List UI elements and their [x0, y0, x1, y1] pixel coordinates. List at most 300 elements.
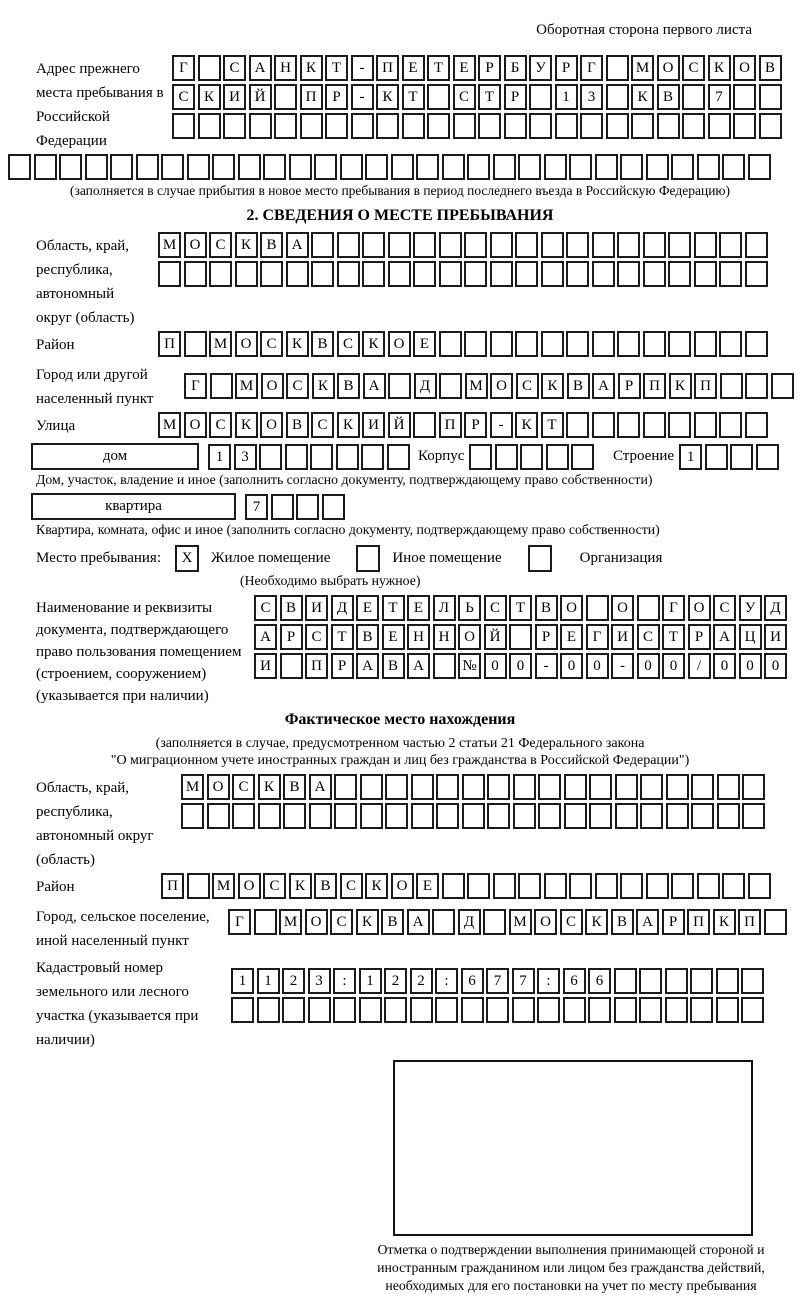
form-cell[interactable]: Г [184, 373, 207, 399]
form-cell[interactable] [595, 154, 618, 180]
form-cell[interactable] [436, 803, 459, 829]
form-cell[interactable]: - [611, 653, 634, 679]
form-cell[interactable] [387, 444, 410, 470]
form-cell[interactable] [589, 803, 612, 829]
form-cell[interactable] [439, 373, 462, 399]
form-cell[interactable]: Р [478, 55, 501, 81]
form-cell[interactable] [467, 873, 490, 899]
form-cell[interactable]: Д [458, 909, 481, 935]
form-cell[interactable]: 2 [282, 968, 305, 994]
form-cell[interactable] [391, 154, 414, 180]
form-cell[interactable]: А [713, 624, 736, 650]
form-cell[interactable]: Е [413, 331, 436, 357]
form-cell[interactable]: О [260, 412, 283, 438]
form-cell[interactable]: 6 [588, 968, 611, 994]
form-cell[interactable]: А [363, 373, 386, 399]
form-cell[interactable]: В [356, 624, 379, 650]
form-cell[interactable] [719, 331, 742, 357]
form-cell[interactable]: - [490, 412, 513, 438]
form-cell[interactable] [34, 154, 57, 180]
form-cell[interactable] [413, 412, 436, 438]
form-cell[interactable] [518, 154, 541, 180]
form-cell[interactable] [741, 968, 764, 994]
form-cell[interactable]: 0 [586, 653, 609, 679]
form-cell[interactable] [538, 803, 561, 829]
form-cell[interactable]: П [158, 331, 181, 357]
form-cell[interactable] [493, 154, 516, 180]
form-cell[interactable] [606, 84, 629, 110]
form-cell[interactable] [280, 653, 303, 679]
form-cell[interactable] [310, 444, 333, 470]
form-cell[interactable] [360, 774, 383, 800]
form-cell[interactable]: М [235, 373, 258, 399]
form-cell[interactable]: М [631, 55, 654, 81]
form-cell[interactable] [515, 232, 538, 258]
form-cell[interactable]: А [407, 909, 430, 935]
form-cell[interactable] [569, 873, 592, 899]
form-cell[interactable]: А [309, 774, 332, 800]
form-cell[interactable]: Ц [739, 624, 762, 650]
form-cell[interactable]: К [708, 55, 731, 81]
form-cell[interactable] [722, 154, 745, 180]
form-cell[interactable] [586, 595, 609, 621]
form-cell[interactable] [274, 84, 297, 110]
form-cell[interactable]: С [516, 373, 539, 399]
form-cell[interactable] [694, 232, 717, 258]
form-cell[interactable]: / [688, 653, 711, 679]
form-cell[interactable]: О [305, 909, 328, 935]
form-cell[interactable] [544, 873, 567, 899]
form-cell[interactable]: К [631, 84, 654, 110]
form-cell[interactable] [258, 803, 281, 829]
form-cell[interactable]: А [592, 373, 615, 399]
form-cell[interactable]: : [333, 968, 356, 994]
form-cell[interactable]: Р [325, 84, 348, 110]
form-cell[interactable]: С [286, 373, 309, 399]
form-cell[interactable] [439, 261, 462, 287]
form-cell[interactable] [223, 113, 246, 139]
form-cell[interactable] [571, 444, 594, 470]
form-cell[interactable] [286, 261, 309, 287]
form-cell[interactable] [442, 154, 465, 180]
form-cell[interactable]: : [435, 968, 458, 994]
form-cell[interactable] [334, 803, 357, 829]
form-cell[interactable]: : [537, 968, 560, 994]
form-cell[interactable] [314, 154, 337, 180]
form-cell[interactable] [666, 774, 689, 800]
form-cell[interactable]: Е [407, 595, 430, 621]
form-cell[interactable] [592, 232, 615, 258]
form-cell[interactable]: Д [331, 595, 354, 621]
form-cell[interactable] [231, 997, 254, 1023]
form-cell[interactable] [212, 154, 235, 180]
form-cell[interactable]: Д [414, 373, 437, 399]
form-cell[interactable]: Р [331, 653, 354, 679]
form-cell[interactable]: 0 [662, 653, 685, 679]
form-cell[interactable]: Т [662, 624, 685, 650]
form-cell[interactable]: О [388, 331, 411, 357]
form-cell[interactable] [184, 331, 207, 357]
form-cell[interactable] [515, 261, 538, 287]
form-cell[interactable] [235, 261, 258, 287]
form-cell[interactable] [385, 774, 408, 800]
form-cell[interactable] [435, 997, 458, 1023]
form-cell[interactable] [257, 997, 280, 1023]
form-cell[interactable]: 0 [764, 653, 787, 679]
form-cell[interactable]: С [232, 774, 255, 800]
form-cell[interactable] [207, 803, 230, 829]
form-cell[interactable]: С [330, 909, 353, 935]
form-cell[interactable] [722, 873, 745, 899]
form-cell[interactable] [469, 444, 492, 470]
form-cell[interactable]: Т [427, 55, 450, 81]
form-cell[interactable]: К [713, 909, 736, 935]
form-cell[interactable] [309, 803, 332, 829]
form-cell[interactable]: О [391, 873, 414, 899]
form-cell[interactable]: С [340, 873, 363, 899]
form-cell[interactable]: Р [618, 373, 641, 399]
form-cell[interactable] [617, 412, 640, 438]
form-cell[interactable] [385, 803, 408, 829]
form-cell[interactable]: В [657, 84, 680, 110]
form-cell[interactable]: Т [325, 55, 348, 81]
form-cell[interactable] [254, 909, 277, 935]
form-cell[interactable]: О [235, 331, 258, 357]
form-cell[interactable]: Е [416, 873, 439, 899]
form-cell[interactable]: Е [382, 624, 405, 650]
form-cell[interactable] [719, 261, 742, 287]
form-cell[interactable]: Р [688, 624, 711, 650]
form-cell[interactable] [566, 412, 589, 438]
form-cell[interactable] [283, 803, 306, 829]
form-cell[interactable]: - [351, 55, 374, 81]
form-cell[interactable]: С [223, 55, 246, 81]
form-cell[interactable]: П [376, 55, 399, 81]
form-cell[interactable] [365, 154, 388, 180]
form-cell[interactable] [538, 774, 561, 800]
form-cell[interactable]: Т [382, 595, 405, 621]
form-cell[interactable]: 6 [563, 968, 586, 994]
form-cell[interactable] [665, 968, 688, 994]
form-cell[interactable] [697, 873, 720, 899]
form-cell[interactable] [209, 261, 232, 287]
form-cell[interactable]: О [688, 595, 711, 621]
form-cell[interactable] [442, 873, 465, 899]
form-cell[interactable]: С [637, 624, 660, 650]
form-cell[interactable]: М [212, 873, 235, 899]
form-cell[interactable]: О [733, 55, 756, 81]
form-cell[interactable] [682, 84, 705, 110]
form-cell[interactable] [690, 997, 713, 1023]
inoe-checkbox[interactable] [356, 545, 380, 572]
form-cell[interactable] [541, 232, 564, 258]
form-cell[interactable] [515, 331, 538, 357]
form-cell[interactable]: В [260, 232, 283, 258]
form-cell[interactable]: О [657, 55, 680, 81]
form-cell[interactable] [439, 232, 462, 258]
form-cell[interactable] [453, 113, 476, 139]
form-cell[interactable]: Г [228, 909, 251, 935]
form-cell[interactable] [184, 261, 207, 287]
form-cell[interactable]: С [254, 595, 277, 621]
form-cell[interactable] [657, 113, 680, 139]
form-cell[interactable]: П [694, 373, 717, 399]
form-cell[interactable] [439, 331, 462, 357]
form-cell[interactable] [564, 803, 587, 829]
form-cell[interactable] [388, 373, 411, 399]
form-cell[interactable] [588, 997, 611, 1023]
form-cell[interactable] [263, 154, 286, 180]
form-cell[interactable] [697, 154, 720, 180]
form-cell[interactable]: К [541, 373, 564, 399]
form-cell[interactable]: В [283, 774, 306, 800]
form-cell[interactable]: Т [402, 84, 425, 110]
form-cell[interactable]: 0 [637, 653, 660, 679]
form-cell[interactable]: Г [580, 55, 603, 81]
form-cell[interactable]: А [407, 653, 430, 679]
form-cell[interactable] [564, 774, 587, 800]
form-cell[interactable]: 0 [484, 653, 507, 679]
form-cell[interactable] [694, 261, 717, 287]
form-cell[interactable]: М [509, 909, 532, 935]
form-cell[interactable] [340, 154, 363, 180]
form-cell[interactable] [259, 444, 282, 470]
form-cell[interactable]: 6 [461, 968, 484, 994]
form-cell[interactable] [260, 261, 283, 287]
form-cell[interactable]: М [158, 412, 181, 438]
form-cell[interactable]: О [458, 624, 481, 650]
form-cell[interactable] [595, 873, 618, 899]
form-cell[interactable]: Р [504, 84, 527, 110]
form-cell[interactable] [733, 84, 756, 110]
form-cell[interactable]: А [636, 909, 659, 935]
form-cell[interactable] [388, 261, 411, 287]
form-cell[interactable] [187, 873, 210, 899]
form-cell[interactable] [717, 803, 740, 829]
form-cell[interactable]: П [687, 909, 710, 935]
form-cell[interactable]: 7 [245, 494, 268, 520]
form-cell[interactable]: К [286, 331, 309, 357]
form-cell[interactable]: К [515, 412, 538, 438]
form-cell[interactable]: Р [555, 55, 578, 81]
form-cell[interactable]: М [279, 909, 302, 935]
form-cell[interactable]: В [382, 653, 405, 679]
form-cell[interactable] [436, 774, 459, 800]
form-cell[interactable] [606, 113, 629, 139]
form-cell[interactable]: О [261, 373, 284, 399]
form-cell[interactable]: 3 [234, 444, 257, 470]
form-cell[interactable] [161, 154, 184, 180]
form-cell[interactable]: Н [274, 55, 297, 81]
form-cell[interactable]: С [263, 873, 286, 899]
form-cell[interactable]: Г [586, 624, 609, 650]
form-cell[interactable] [666, 803, 689, 829]
form-cell[interactable]: О [207, 774, 230, 800]
form-cell[interactable]: Г [172, 55, 195, 81]
form-cell[interactable]: Л [433, 595, 456, 621]
form-cell[interactable] [495, 444, 518, 470]
form-cell[interactable] [311, 232, 334, 258]
form-cell[interactable]: 1 [359, 968, 382, 994]
form-cell[interactable] [592, 331, 615, 357]
form-cell[interactable]: В [567, 373, 590, 399]
form-cell[interactable] [483, 909, 506, 935]
form-cell[interactable]: М [181, 774, 204, 800]
form-cell[interactable]: К [362, 331, 385, 357]
form-cell[interactable]: 0 [713, 653, 736, 679]
form-cell[interactable]: 0 [509, 653, 532, 679]
form-cell[interactable] [546, 444, 569, 470]
form-cell[interactable]: С [337, 331, 360, 357]
form-cell[interactable] [410, 997, 433, 1023]
form-cell[interactable] [362, 232, 385, 258]
form-cell[interactable] [210, 373, 233, 399]
form-cell[interactable]: К [198, 84, 221, 110]
form-cell[interactable] [478, 113, 501, 139]
form-cell[interactable]: Р [662, 909, 685, 935]
form-cell[interactable] [541, 261, 564, 287]
form-cell[interactable] [643, 261, 666, 287]
form-cell[interactable]: Н [433, 624, 456, 650]
form-cell[interactable]: П [643, 373, 666, 399]
form-cell[interactable] [614, 997, 637, 1023]
form-cell[interactable]: 3 [580, 84, 603, 110]
form-cell[interactable]: М [209, 331, 232, 357]
form-cell[interactable]: Е [356, 595, 379, 621]
form-cell[interactable] [487, 774, 510, 800]
form-cell[interactable] [285, 444, 308, 470]
form-cell[interactable] [682, 113, 705, 139]
form-cell[interactable] [493, 873, 516, 899]
form-cell[interactable] [337, 261, 360, 287]
form-cell[interactable]: Т [541, 412, 564, 438]
form-cell[interactable]: М [465, 373, 488, 399]
form-cell[interactable] [643, 331, 666, 357]
form-cell[interactable]: О [611, 595, 634, 621]
form-cell[interactable]: С [209, 412, 232, 438]
form-cell[interactable] [274, 113, 297, 139]
form-cell[interactable]: В [535, 595, 558, 621]
form-cell[interactable] [694, 331, 717, 357]
form-cell[interactable] [717, 774, 740, 800]
form-cell[interactable] [59, 154, 82, 180]
form-cell[interactable] [490, 261, 513, 287]
form-cell[interactable] [569, 154, 592, 180]
form-cell[interactable] [742, 803, 765, 829]
form-cell[interactable] [300, 113, 323, 139]
form-cell[interactable] [85, 154, 108, 180]
form-cell[interactable] [708, 113, 731, 139]
form-cell[interactable]: С [311, 412, 334, 438]
form-cell[interactable] [361, 444, 384, 470]
form-cell[interactable] [639, 997, 662, 1023]
form-cell[interactable] [359, 997, 382, 1023]
form-cell[interactable]: О [238, 873, 261, 899]
form-cell[interactable] [764, 909, 787, 935]
form-cell[interactable] [745, 331, 768, 357]
form-cell[interactable] [748, 154, 771, 180]
form-cell[interactable]: 1 [231, 968, 254, 994]
form-cell[interactable] [592, 412, 615, 438]
form-cell[interactable]: Ь [458, 595, 481, 621]
form-cell[interactable]: 1 [208, 444, 231, 470]
form-cell[interactable] [756, 444, 779, 470]
form-cell[interactable] [566, 331, 589, 357]
form-cell[interactable]: П [738, 909, 761, 935]
form-cell[interactable] [745, 232, 768, 258]
form-cell[interactable] [322, 494, 345, 520]
form-cell[interactable]: Й [388, 412, 411, 438]
form-cell[interactable] [158, 261, 181, 287]
form-cell[interactable]: Т [509, 595, 532, 621]
form-cell[interactable] [665, 997, 688, 1023]
form-cell[interactable] [620, 154, 643, 180]
form-cell[interactable]: Р [535, 624, 558, 650]
form-cell[interactable]: О [184, 412, 207, 438]
form-cell[interactable] [172, 113, 195, 139]
form-cell[interactable] [110, 154, 133, 180]
form-cell[interactable] [249, 113, 272, 139]
form-cell[interactable]: 7 [512, 968, 535, 994]
form-cell[interactable] [411, 774, 434, 800]
form-cell[interactable]: 1 [555, 84, 578, 110]
form-cell[interactable] [690, 968, 713, 994]
form-cell[interactable]: П [300, 84, 323, 110]
form-cell[interactable] [512, 997, 535, 1023]
form-cell[interactable]: О [560, 595, 583, 621]
form-cell[interactable]: Г [662, 595, 685, 621]
form-cell[interactable] [748, 873, 771, 899]
form-cell[interactable] [541, 331, 564, 357]
form-cell[interactable]: О [490, 373, 513, 399]
form-cell[interactable] [461, 997, 484, 1023]
form-cell[interactable] [513, 774, 536, 800]
form-cell[interactable] [589, 774, 612, 800]
form-cell[interactable] [376, 113, 399, 139]
form-cell[interactable] [427, 84, 450, 110]
form-cell[interactable]: В [311, 331, 334, 357]
form-cell[interactable] [433, 653, 456, 679]
form-cell[interactable]: И [305, 595, 328, 621]
form-cell[interactable] [643, 232, 666, 258]
form-cell[interactable] [464, 331, 487, 357]
form-cell[interactable] [282, 997, 305, 1023]
form-cell[interactable]: А [356, 653, 379, 679]
form-cell[interactable]: С [713, 595, 736, 621]
form-cell[interactable] [308, 997, 331, 1023]
form-cell[interactable] [360, 803, 383, 829]
form-cell[interactable] [509, 624, 532, 650]
form-cell[interactable] [490, 331, 513, 357]
form-cell[interactable]: С [172, 84, 195, 110]
form-cell[interactable] [668, 412, 691, 438]
form-cell[interactable] [733, 113, 756, 139]
form-cell[interactable]: С [305, 624, 328, 650]
form-cell[interactable]: 2 [410, 968, 433, 994]
form-cell[interactable]: Е [453, 55, 476, 81]
form-cell[interactable] [289, 154, 312, 180]
form-cell[interactable]: И [764, 624, 787, 650]
form-cell[interactable] [537, 997, 560, 1023]
form-cell[interactable]: И [223, 84, 246, 110]
form-cell[interactable] [464, 261, 487, 287]
form-cell[interactable] [566, 232, 589, 258]
form-cell[interactable] [334, 774, 357, 800]
form-cell[interactable] [631, 113, 654, 139]
form-cell[interactable] [464, 232, 487, 258]
form-cell[interactable] [617, 232, 640, 258]
form-cell[interactable] [566, 261, 589, 287]
